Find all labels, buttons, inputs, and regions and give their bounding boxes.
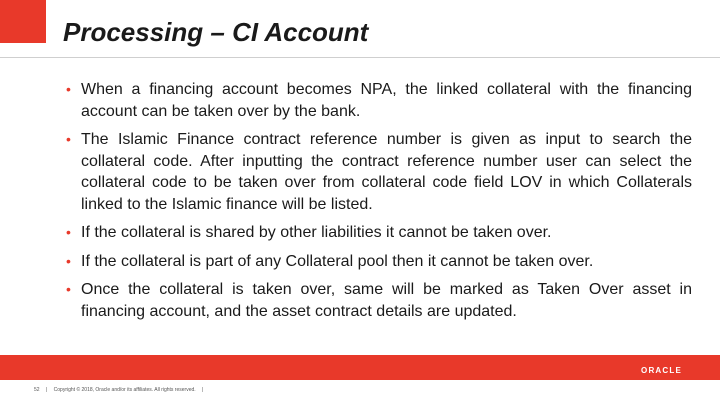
bullet-text: The Islamic Finance contract reference number is given as input to search the collateral code. After inputting the contract reference number user can select the collateral code to be taken over from collateral code field LOV in which Collaterals linked to the Islamic finance will be listed. bbox=[81, 131, 692, 213]
title-accent-block bbox=[0, 0, 46, 43]
bullet-text: If the collateral is part of any Collateral pool then it cannot be taken over. bbox=[81, 252, 594, 270]
bullet-item bbox=[66, 279, 692, 322]
bullet-item bbox=[66, 79, 692, 122]
title-divider bbox=[0, 57, 720, 58]
copyright-text: Copyright © 2018, Oracle and/or its affiliates. All rights reserved. bbox=[53, 387, 196, 393]
bullet-item bbox=[66, 129, 692, 215]
bullet-icon: • bbox=[66, 81, 71, 97]
bullet-icon: • bbox=[66, 252, 71, 269]
bullet-item bbox=[66, 222, 692, 244]
bullet-icon: • bbox=[66, 131, 71, 147]
page-number: 52 bbox=[34, 387, 40, 393]
footer bbox=[34, 387, 208, 393]
oracle-logo: ORACLE bbox=[641, 366, 682, 375]
footer-separator: | bbox=[202, 387, 204, 393]
bullet-text: If the collateral is shared by other liabilities it cannot be taken over. bbox=[81, 224, 552, 241]
bullet-icon: • bbox=[66, 224, 71, 240]
bullet-text: When a financing account becomes NPA, the linked collateral with the financing account can be taken over by the bank. bbox=[81, 81, 692, 120]
bullet-icon: • bbox=[66, 281, 71, 297]
footer-band bbox=[0, 355, 720, 380]
bullet-list bbox=[66, 79, 692, 329]
bullet-text: Once the collateral is taken over, same will be marked as Taken Over asset in financing account, and the asset contract details are updated. bbox=[81, 281, 692, 320]
bullet-item bbox=[66, 251, 692, 273]
footer-separator: | bbox=[45, 387, 48, 393]
slide-title: Processing – CI Account bbox=[63, 17, 369, 47]
